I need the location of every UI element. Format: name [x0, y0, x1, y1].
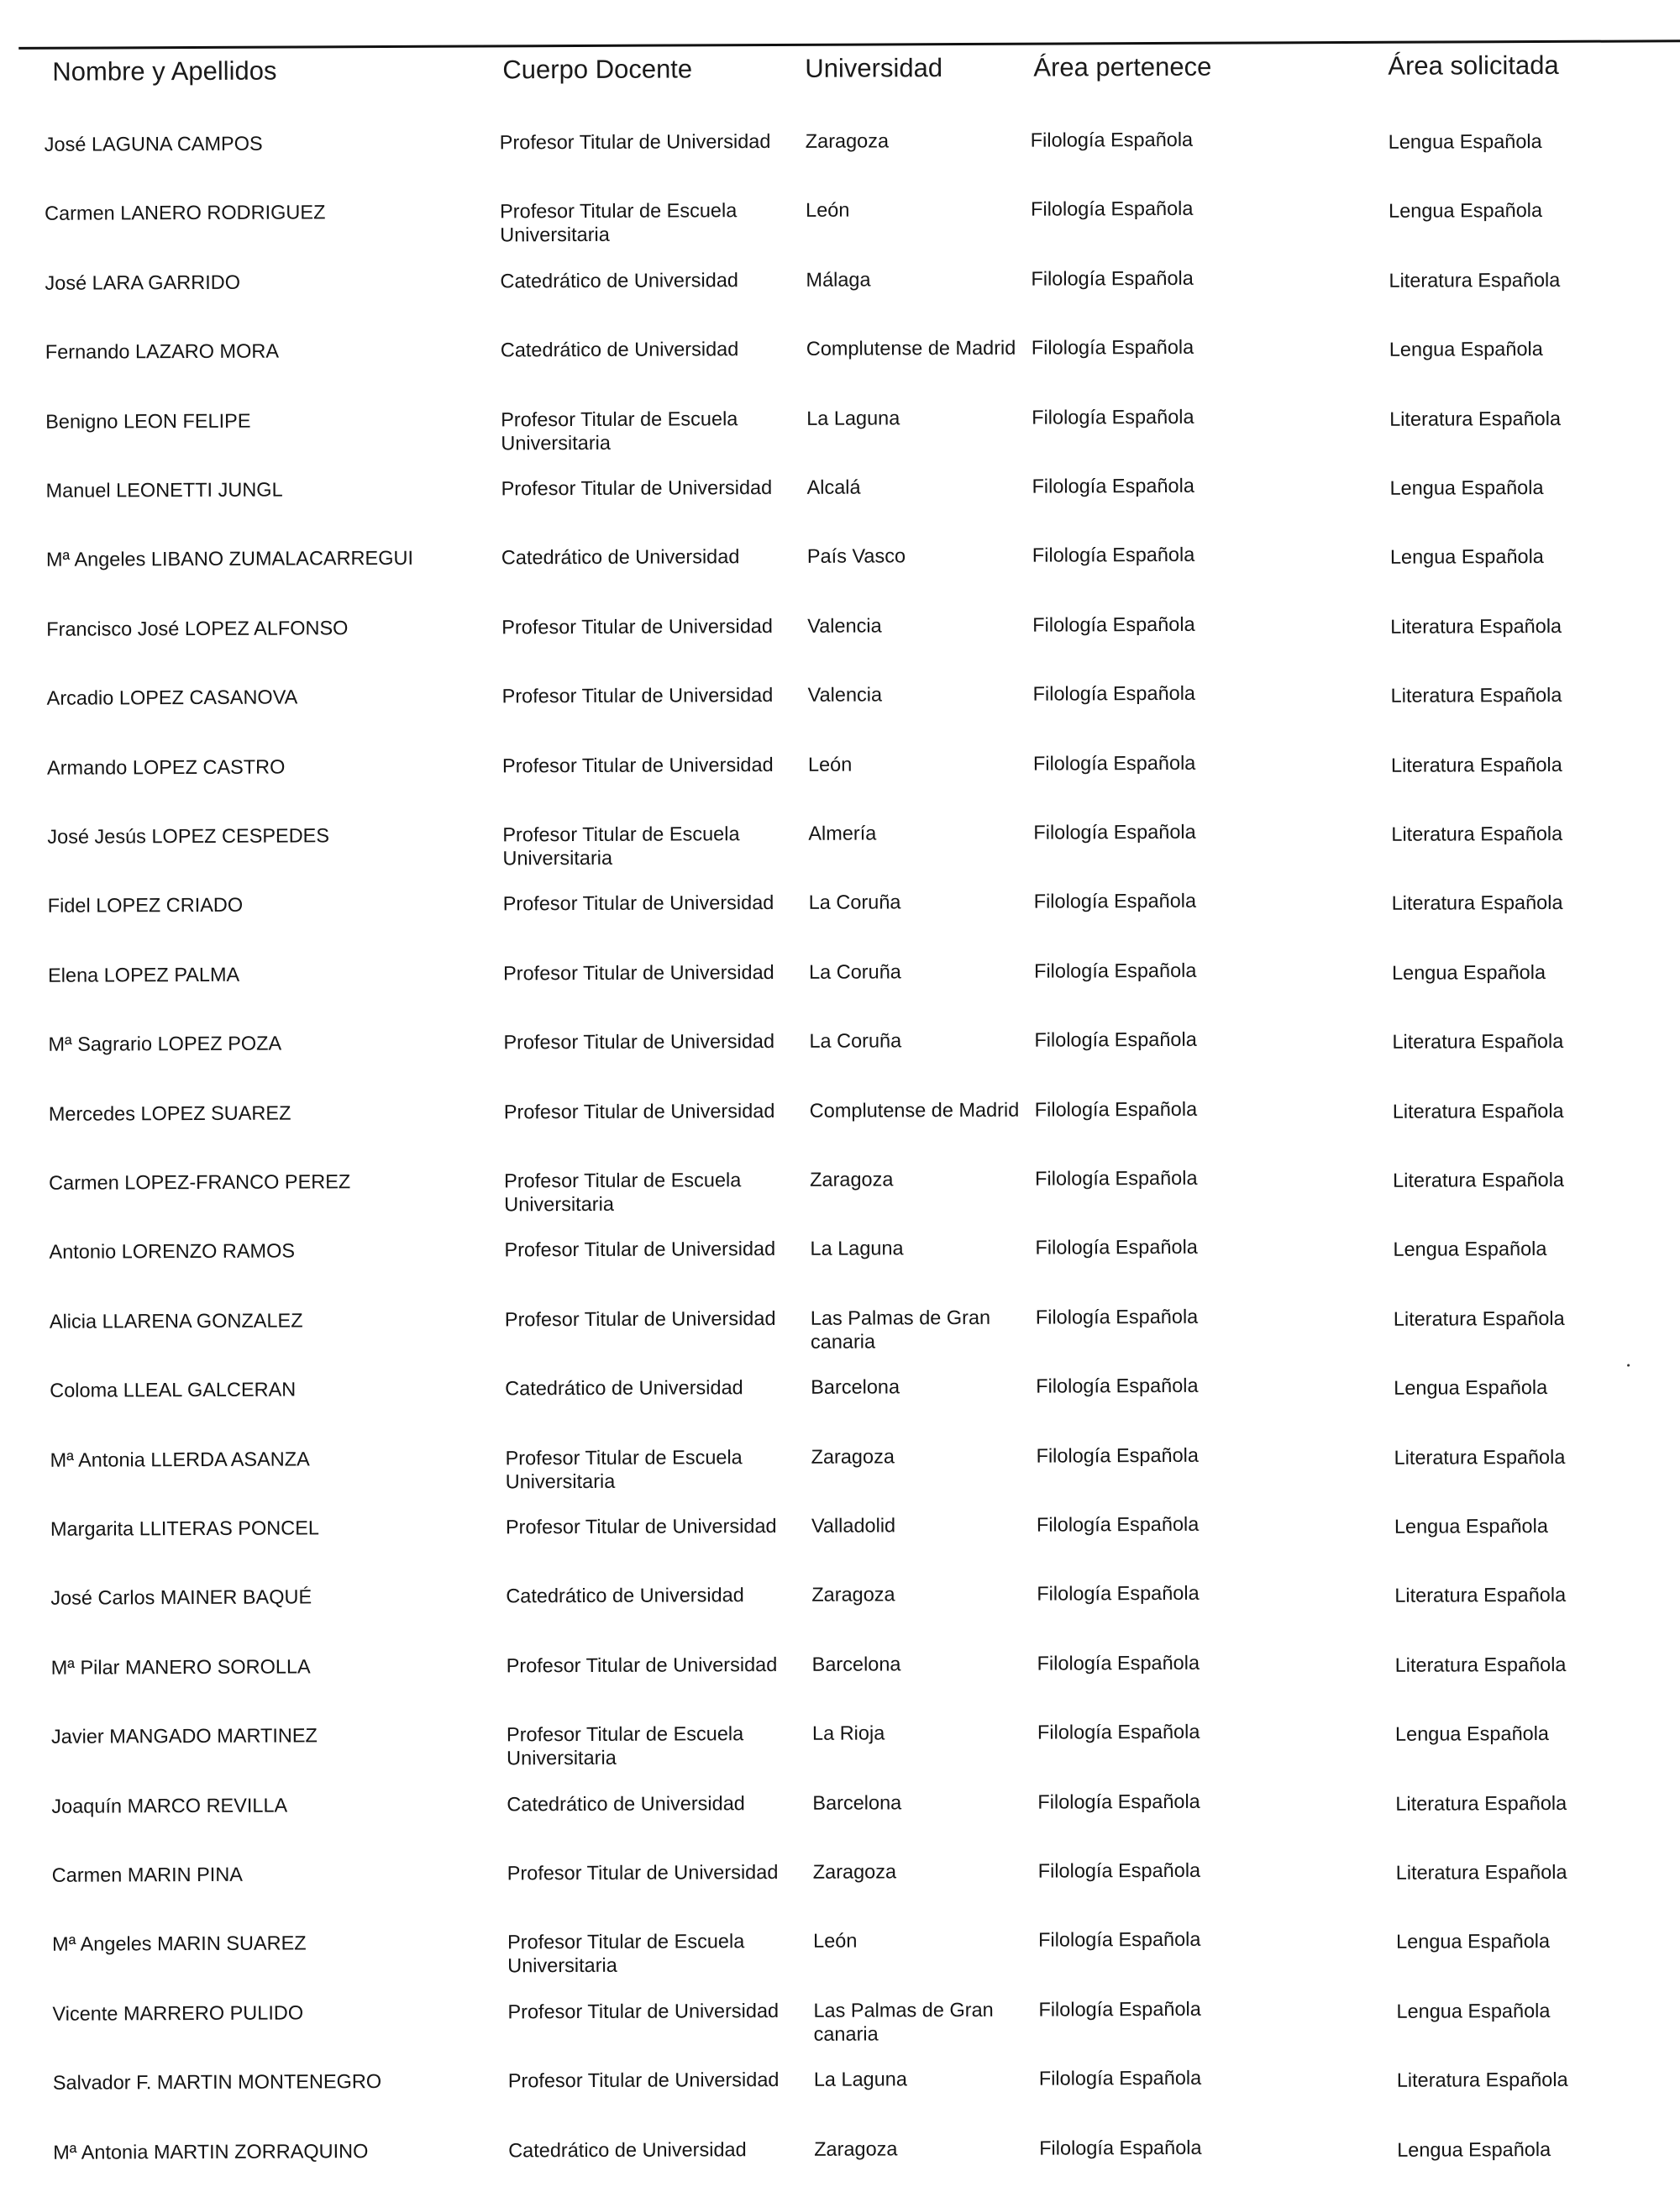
- cell-area-solicitada: Lengua Española: [1396, 1999, 1551, 2022]
- table-row: [8, 1926, 1680, 2000]
- cell-area-solicitada: Literatura Española: [1389, 268, 1561, 292]
- scan-speck: [1627, 1364, 1630, 1367]
- cell-universidad: La Coruña: [809, 1029, 902, 1052]
- cell-universidad: Zaragoza: [805, 129, 890, 152]
- table-row: [3, 749, 1680, 823]
- cell-universidad: Barcelona: [812, 1790, 902, 1814]
- cell-area-solicitada: Literatura Española: [1394, 1653, 1567, 1676]
- cell-area-pertenece: Filología Española: [1035, 1305, 1199, 1328]
- cell-area-pertenece: Filología Española: [1032, 474, 1194, 497]
- cell-cuerpo-docente: Profesor Titular de Escuela Universitaria: [502, 823, 740, 870]
- cell-nombre: José LAGUNA CAMPOS: [44, 132, 263, 155]
- cell-nombre: José Jesús LOPEZ CESPEDES: [47, 824, 330, 848]
- cell-cuerpo-docente: Profesor Titular de Universidad: [501, 753, 774, 776]
- cell-area-pertenece: Filología Española: [1031, 197, 1194, 221]
- cell-area-pertenece: Filología Española: [1033, 890, 1197, 913]
- table-row: [5, 1095, 1680, 1170]
- cell-universidad: Málaga: [806, 268, 871, 291]
- cell-nombre: Fernando LAZARO MORA: [45, 339, 280, 363]
- cell-cuerpo-docente: Profesor Titular de Universidad: [499, 129, 771, 154]
- cell-nombre: Joaquín MARCO REVILLA: [51, 1794, 288, 1817]
- cell-area-solicitada: Literatura Española: [1392, 1099, 1564, 1122]
- cell-nombre: Mª Antonia MARTIN ZORRAQUINO: [53, 2139, 369, 2163]
- cell-cuerpo-docente: Profesor Titular de Escuela Universitaria: [505, 1445, 743, 1492]
- cell-cuerpo-docente: Profesor Titular de Universidad: [501, 614, 773, 639]
- cell-nombre: Mª Angeles MARIN SUAREZ: [52, 1932, 307, 1956]
- cell-cuerpo-docente: Catedrático de Universidad: [500, 338, 739, 361]
- cell-universidad: Alcalá: [806, 476, 861, 498]
- table-row: [6, 1302, 1680, 1377]
- table-row: [8, 1717, 1680, 1792]
- cell-area-solicitada: Lengua Española: [1389, 545, 1544, 569]
- cell-nombre: José Carlos MAINER BAQUÉ: [50, 1585, 312, 1610]
- cell-nombre: Armando LOPEZ CASTRO: [46, 755, 286, 779]
- cell-cuerpo-docente: Profesor Titular de Universidad: [503, 960, 774, 985]
- table-row: [7, 1510, 1680, 1585]
- cell-area-pertenece: Filología Española: [1031, 335, 1194, 359]
- table-row: [3, 817, 1680, 892]
- cell-area-solicitada: Literatura Española: [1393, 1306, 1565, 1330]
- cell-nombre: Carmen LOPEZ-FRANCO PEREZ: [49, 1170, 351, 1194]
- table-row: [9, 2133, 1680, 2208]
- cell-nombre: Salvador F. MARTIN MONTENEGRO: [52, 2070, 382, 2094]
- cell-area-pertenece: Filología Española: [1037, 1720, 1200, 1743]
- cell-universidad: La Coruña: [808, 960, 901, 983]
- cell-area-solicitada: Literatura Española: [1394, 1445, 1566, 1469]
- cell-area-pertenece: Filología Española: [1035, 1166, 1198, 1190]
- cell-nombre: Vicente MARRERO PULIDO: [52, 2001, 304, 2025]
- cell-cuerpo-docente: Profesor Titular de Universidad: [503, 1030, 775, 1054]
- cell-universidad: León: [807, 753, 853, 775]
- cell-area-pertenece: Filología Española: [1032, 405, 1194, 428]
- cell-area-pertenece: Filología Española: [1037, 1651, 1200, 1674]
- header-cuerpo-docente: Cuerpo Docente: [502, 54, 693, 85]
- cell-cuerpo-docente: Profesor Titular de Escuela Universitaria: [500, 199, 738, 246]
- table-row: [6, 1371, 1680, 1446]
- cell-area-solicitada: Lengua Española: [1393, 1238, 1547, 1261]
- cell-nombre: Margarita LLITERAS PONCEL: [50, 1517, 319, 1540]
- cell-universidad: Valladolid: [811, 1514, 896, 1537]
- table-row: [9, 2063, 1680, 2138]
- cell-area-solicitada: Lengua Española: [1389, 476, 1544, 499]
- table-row: [2, 471, 1680, 546]
- cell-area-solicitada: Lengua Española: [1388, 129, 1542, 153]
- cell-nombre: Alicia LLARENA GONZALEZ: [49, 1309, 303, 1333]
- cell-area-solicitada: Lengua Española: [1396, 1930, 1551, 1953]
- cell-universidad: León: [806, 198, 850, 222]
- header-nombre: Nombre y Apellidos: [52, 55, 277, 87]
- cell-nombre: Mª Angeles LIBANO ZUMALACARREGUI: [45, 547, 414, 571]
- cell-nombre: Manuel LEONETTI JUNGL: [45, 478, 283, 502]
- cell-cuerpo-docente: Profesor Titular de Universidad: [502, 891, 774, 915]
- cell-area-pertenece: Filología Española: [1032, 681, 1196, 705]
- cell-cuerpo-docente: Profesor Titular de Universidad: [505, 1514, 777, 1538]
- cell-area-solicitada: Literatura Española: [1390, 614, 1562, 638]
- cell-nombre: Mª Antonia LLERDA ASANZA: [50, 1448, 310, 1471]
- header-area-pertenece: Área pertenece: [1033, 51, 1212, 82]
- cell-universidad: Almería: [808, 822, 877, 844]
- cell-area-pertenece: Filología Española: [1032, 751, 1196, 775]
- cell-area-pertenece: Filología Española: [1033, 959, 1197, 982]
- cell-area-solicitada: Literatura Española: [1396, 2069, 1568, 2091]
- cell-area-pertenece: Filología Española: [1035, 1236, 1198, 1259]
- cell-area-pertenece: Filología Española: [1034, 1028, 1197, 1051]
- cell-universidad: Las Palmas de Gran canaria: [813, 1998, 994, 2045]
- cell-area-pertenece: Filología Española: [1031, 266, 1194, 290]
- cell-area-pertenece: Filología Española: [1036, 1512, 1200, 1536]
- cell-nombre: Coloma LLEAL GALCERAN: [50, 1378, 297, 1401]
- cell-nombre: José LARA GARRIDO: [45, 271, 240, 294]
- cell-cuerpo-docente: Catedrático de Universidad: [508, 2137, 747, 2161]
- header-universidad: Universidad: [805, 53, 943, 83]
- cell-nombre: Carmen LANERO RODRIGUEZ: [45, 201, 326, 225]
- table-row: [1, 195, 1680, 270]
- cell-nombre: Javier MANGADO MARTINEZ: [50, 1724, 318, 1748]
- cell-universidad: Zaragoza: [811, 1444, 895, 1468]
- cell-area-solicitada: Literatura Española: [1394, 1584, 1567, 1607]
- cell-cuerpo-docente: Profesor Titular de Escuela Universitaria: [504, 1169, 742, 1216]
- cell-universidad: Zaragoza: [812, 1860, 897, 1883]
- cell-area-solicitada: Lengua Española: [1394, 1514, 1548, 1538]
- cell-universidad: Zaragoza: [811, 1583, 895, 1606]
- cell-cuerpo-docente: Profesor Titular de Universidad: [504, 1306, 776, 1331]
- table-row: [4, 887, 1680, 962]
- cell-area-pertenece: Filología Española: [1038, 1928, 1201, 1952]
- cell-nombre: Elena LOPEZ PALMA: [48, 963, 240, 986]
- cell-area-solicitada: Lengua Española: [1394, 1376, 1548, 1399]
- table-row: [4, 956, 1680, 1031]
- cell-nombre: Mª Pilar MANERO SOROLLA: [50, 1655, 311, 1679]
- cell-nombre: Antonio LORENZO RAMOS: [49, 1239, 296, 1264]
- cell-area-solicitada: Literatura Española: [1391, 822, 1563, 845]
- cell-area-pertenece: Filología Española: [1034, 1097, 1198, 1121]
- cell-area-pertenece: Filología Española: [1033, 820, 1196, 844]
- cell-area-solicitada: Lengua Española: [1392, 960, 1546, 984]
- cell-area-pertenece: Filología Española: [1030, 128, 1194, 151]
- cell-universidad: La Rioja: [811, 1722, 885, 1744]
- cell-cuerpo-docente: Profesor Titular de Escuela Universitaria: [506, 1722, 744, 1769]
- cell-universidad: La Laguna: [813, 2068, 907, 2090]
- cell-area-pertenece: Filología Española: [1038, 1997, 1201, 2021]
- table-row: [8, 1995, 1680, 2069]
- cell-nombre: Fidel LOPEZ CRIADO: [47, 894, 244, 917]
- table-row: [7, 1441, 1680, 1516]
- table-row: [4, 1025, 1680, 1100]
- cell-nombre: Carmen MARIN PINA: [51, 1863, 244, 1886]
- cell-area-pertenece: Filología Española: [1036, 1443, 1199, 1467]
- cell-nombre: Mª Sagrario LOPEZ POZA: [48, 1032, 282, 1055]
- cell-universidad: Valencia: [807, 683, 883, 706]
- cell-cuerpo-docente: Profesor Titular de Universidad: [504, 1238, 776, 1261]
- cell-area-solicitada: Lengua Española: [1394, 1722, 1550, 1745]
- cell-cuerpo-docente: Catedrático de Universidad: [501, 545, 740, 569]
- cell-universidad: Zaragoza: [810, 1168, 894, 1191]
- cell-universidad: Barcelona: [811, 1653, 901, 1675]
- cell-area-solicitada: Literatura Española: [1395, 1791, 1567, 1815]
- cell-universidad: Las Palmas de Gran canaria: [810, 1306, 991, 1353]
- cell-universidad: La Laguna: [806, 406, 900, 429]
- cell-area-pertenece: Filología Española: [1032, 612, 1195, 636]
- cell-area-solicitada: Literatura Española: [1389, 407, 1562, 430]
- cell-cuerpo-docente: Catedrático de Universidad: [500, 268, 738, 292]
- cell-cuerpo-docente: Profesor Titular de Escuela Universitaria: [501, 407, 738, 454]
- cell-cuerpo-docente: Catedrático de Universidad: [507, 1791, 745, 1815]
- cell-cuerpo-docente: Profesor Titular de Universidad: [503, 1099, 775, 1122]
- table-row: [3, 610, 1680, 685]
- cell-universidad: La Laguna: [810, 1237, 904, 1260]
- cell-area-solicitada: Lengua Española: [1389, 199, 1543, 223]
- cell-area-solicitada: Literatura Española: [1393, 1168, 1565, 1191]
- cell-area-pertenece: Filología Española: [1032, 544, 1195, 567]
- cell-nombre: Francisco José LOPEZ ALFONSO: [46, 616, 349, 640]
- cell-area-pertenece: Filología Española: [1038, 2066, 1202, 2090]
- cell-nombre: Benigno LEON FELIPE: [45, 409, 251, 433]
- cell-cuerpo-docente: Profesor Titular de Universidad: [507, 1860, 779, 1885]
- cell-area-pertenece: Filología Española: [1037, 1858, 1201, 1882]
- cell-area-solicitada: Literatura Española: [1391, 891, 1563, 915]
- cell-area-pertenece: Filología Española: [1039, 2136, 1202, 2159]
- cell-cuerpo-docente: Profesor Titular de Universidad: [501, 684, 774, 707]
- table-row: [3, 541, 1680, 616]
- cell-area-solicitada: Literatura Española: [1390, 684, 1562, 707]
- cell-universidad: La Coruña: [808, 891, 901, 914]
- cell-area-solicitada: Lengua Española: [1397, 2137, 1551, 2161]
- cell-universidad: Complutense de Madrid: [809, 1098, 1020, 1122]
- cell-cuerpo-docente: Profesor Titular de Universidad: [506, 1653, 778, 1677]
- cell-cuerpo-docente: Profesor Titular de Universidad: [507, 1999, 780, 2023]
- table-row: [8, 1856, 1680, 1931]
- table-row: [2, 333, 1680, 407]
- cell-nombre: Mercedes LOPEZ SUAREZ: [48, 1101, 291, 1125]
- cell-cuerpo-docente: Profesor Titular de Universidad: [507, 2069, 780, 2092]
- cell-cuerpo-docente: Profesor Titular de Escuela Universitaria: [507, 1930, 745, 1977]
- table-row: [5, 1233, 1680, 1308]
- cell-universidad: Zaragoza: [814, 2137, 898, 2160]
- cell-cuerpo-docente: Catedrático de Universidad: [505, 1376, 743, 1400]
- cell-area-solicitada: Lengua Española: [1389, 338, 1543, 360]
- cell-area-pertenece: Filología Española: [1037, 1582, 1200, 1606]
- cell-area-solicitada: Literatura Española: [1390, 753, 1562, 776]
- table-row: [3, 679, 1680, 754]
- table-row: [1, 125, 1680, 200]
- header-area-solicitada: Área solicitada: [1388, 50, 1559, 81]
- table-row: [1, 264, 1680, 339]
- cell-area-pertenece: Filología Española: [1037, 1790, 1200, 1813]
- cell-cuerpo-docente: Catedrático de Universidad: [506, 1584, 744, 1607]
- cell-universidad: León: [813, 1929, 858, 1953]
- table-row: [5, 1164, 1680, 1238]
- cell-area-solicitada: Literatura Española: [1395, 1860, 1567, 1884]
- cell-universidad: Barcelona: [811, 1375, 900, 1398]
- cell-area-solicitada: Literatura Española: [1392, 1030, 1564, 1053]
- cell-nombre: Arcadio LOPEZ CASANOVA: [46, 686, 298, 709]
- cell-universidad: Valencia: [807, 614, 882, 637]
- table-row: [7, 1580, 1680, 1654]
- table-row: [8, 1787, 1680, 1862]
- cell-universidad: Complutense de Madrid: [806, 336, 1016, 360]
- cell-universidad: País Vasco: [806, 544, 906, 568]
- table-row: [8, 1648, 1680, 1723]
- cell-cuerpo-docente: Profesor Titular de Universidad: [501, 476, 773, 500]
- table-row: [2, 402, 1680, 477]
- cell-area-pertenece: Filología Española: [1036, 1374, 1199, 1397]
